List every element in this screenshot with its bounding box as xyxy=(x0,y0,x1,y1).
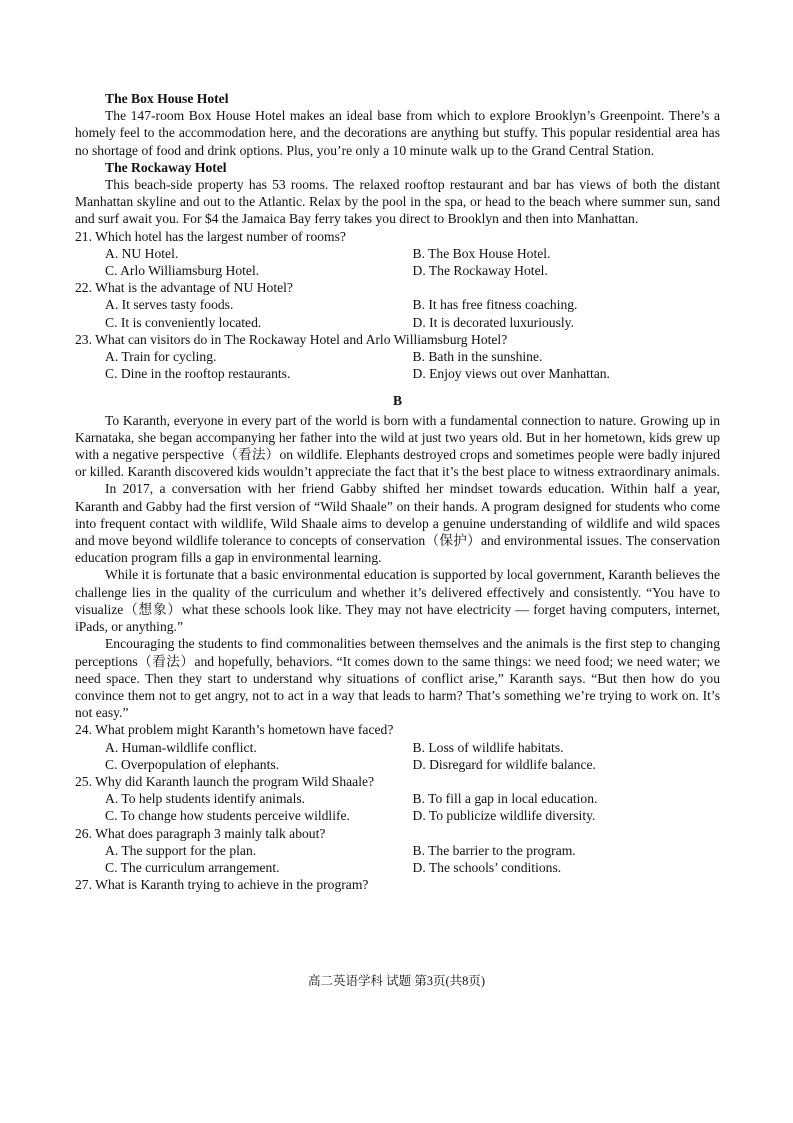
question-text: 21. Which hotel has the largest number of rooms? xyxy=(75,228,346,244)
hotel-section xyxy=(75,90,720,228)
question-text: 23. What can visitors do in The Rockaway Hotel and Arlo Williamsburg Hotel? xyxy=(75,331,508,347)
option-d: D. Enjoy views out over Manhattan. xyxy=(412,366,610,382)
passage-paragraph: While it is fortunate that a basic environmental education is supported by local government, Karanth believes the challenge lies in the quality of the curriculum and whether it’s delivered effectively and consistently. “You have to visualize（想象）what these schools look like. They may not have electricity — forget having computers, internet, iPads, or anything.” xyxy=(75,567,720,635)
hotel-description: The 147-room Box House Hotel makes an ideal base from which to explore Brooklyn’s Greenpoint. There’s a homely feel to the accommodation here, and the decorations are anything but stuffy. This popular residential area has no shortage of food and drink options. Plus, you’re only a 10 minute walk up to the Grand Central Station. xyxy=(75,108,720,158)
passage-paragraph: In 2017, a conversation with her friend Gabby shifted her mindset towards education. Within half a year, Karanth and Gabby had the first version of “Wild Shaale” on their hands. A program designed for students who come into frequent contact with wildlife, Wild Shaale aims to develop a genuine understanding of wildlife and wild spaces and move beyond wildlife tolerance to concepts of conservation（保护）and environmental issues. The conservation education program fills a gap in environmental learning. xyxy=(75,481,720,566)
option-d: D. Disregard for wildlife balance. xyxy=(412,756,596,772)
option-b: B. The barrier to the program. xyxy=(412,842,576,858)
exam-page xyxy=(75,90,720,893)
question-block xyxy=(75,773,720,825)
option-d: D. The schools’ conditions. xyxy=(412,859,562,875)
option-a: A. NU Hotel. xyxy=(105,245,179,261)
section-letter: B xyxy=(392,393,403,409)
option-c: C. Overpopulation of elephants. xyxy=(105,756,280,772)
option-a: A. Human-wildlife conflict. xyxy=(105,739,257,755)
option-d: D. To publicize wildlife diversity. xyxy=(412,808,596,824)
passage-b xyxy=(75,412,720,722)
option-c: C. Dine in the rooftop restaurants. xyxy=(105,366,291,382)
option-c: C. Arlo Williamsburg Hotel. xyxy=(105,263,260,279)
option-b: B. Loss of wildlife habitats. xyxy=(412,739,564,755)
option-c: C. To change how students perceive wildlife. xyxy=(105,808,350,824)
question-text: 26. What does paragraph 3 mainly talk about? xyxy=(75,825,326,841)
option-a: A. It serves tasty foods. xyxy=(105,297,234,313)
question-block xyxy=(75,825,720,877)
option-a: A. To help students identify animals. xyxy=(105,791,306,807)
hotel-description: This beach-side property has 53 rooms. The relaxed rooftop restaurant and bar has views of both the distant Manhattan skyline and out to the Atlantic. Relax by the pool in the spa, or head to the beach where summer sun, sand and surf await you. For $4 the Jamaica Bay ferry takes you direct to Brooklyn and then into Manhattan. xyxy=(75,177,720,227)
passage-paragraph: To Karanth, everyone in every part of the world is born with a fundamental connection to nature. Growing up in Karnataka, she began accompanying her father into the wild at just two years old. But in her hometown, kids grew up with a negative perspective（看法）on wildlife. Elephants destroyed crops and sometimes people were badly injured or killed. Karanth discovered kids wouldn’t appreciate the fact that it’s the best place to witness extraordinary animals. xyxy=(75,412,720,480)
question-text: 25. Why did Karanth launch the program Wild Shaale? xyxy=(75,773,375,789)
option-c: C. It is conveniently located. xyxy=(105,314,262,330)
option-a: A. The support for the plan. xyxy=(105,842,257,858)
hotel-name: The Box House Hotel xyxy=(105,91,229,106)
question-text: 22. What is the advantage of NU Hotel? xyxy=(75,280,293,296)
option-b: B. To fill a gap in local education. xyxy=(412,791,598,807)
option-b: B. The Box House Hotel. xyxy=(412,245,551,261)
question-block xyxy=(75,279,720,331)
question-text: 24. What problem might Karanth’s hometown have faced? xyxy=(75,722,394,738)
option-b: B. It has free fitness coaching. xyxy=(412,297,578,313)
question-block xyxy=(75,721,720,773)
passage-paragraph: Encouraging the students to find commonalities between themselves and the animals is the first step to changing perceptions（看法）and hopefully, behaviors. “It comes down to the same things: we need food; we need water; we need space. Then they start to understand why situations of conflict arise,” Karanth says. “But then how do you convince them not to get angry, not to act in a way that leads to harm? That’s something we’re trying to work on. It’s not easy.” xyxy=(75,636,720,721)
option-c: C. The curriculum arrangement. xyxy=(105,859,280,875)
question-block xyxy=(75,331,720,383)
option-d: D. It is decorated luxuriously. xyxy=(412,314,574,330)
question-block xyxy=(75,228,720,280)
option-b: B. Bath in the sunshine. xyxy=(412,349,543,365)
question-text: 27. What is Karanth trying to achieve in the program? xyxy=(75,877,369,893)
option-d: D. The Rockaway Hotel. xyxy=(412,263,548,279)
page-footer: 高二英语学科 试题 第3页(共8页) xyxy=(307,974,486,988)
hotel-name: The Rockaway Hotel xyxy=(105,159,227,175)
option-a: A. Train for cycling. xyxy=(105,349,217,365)
